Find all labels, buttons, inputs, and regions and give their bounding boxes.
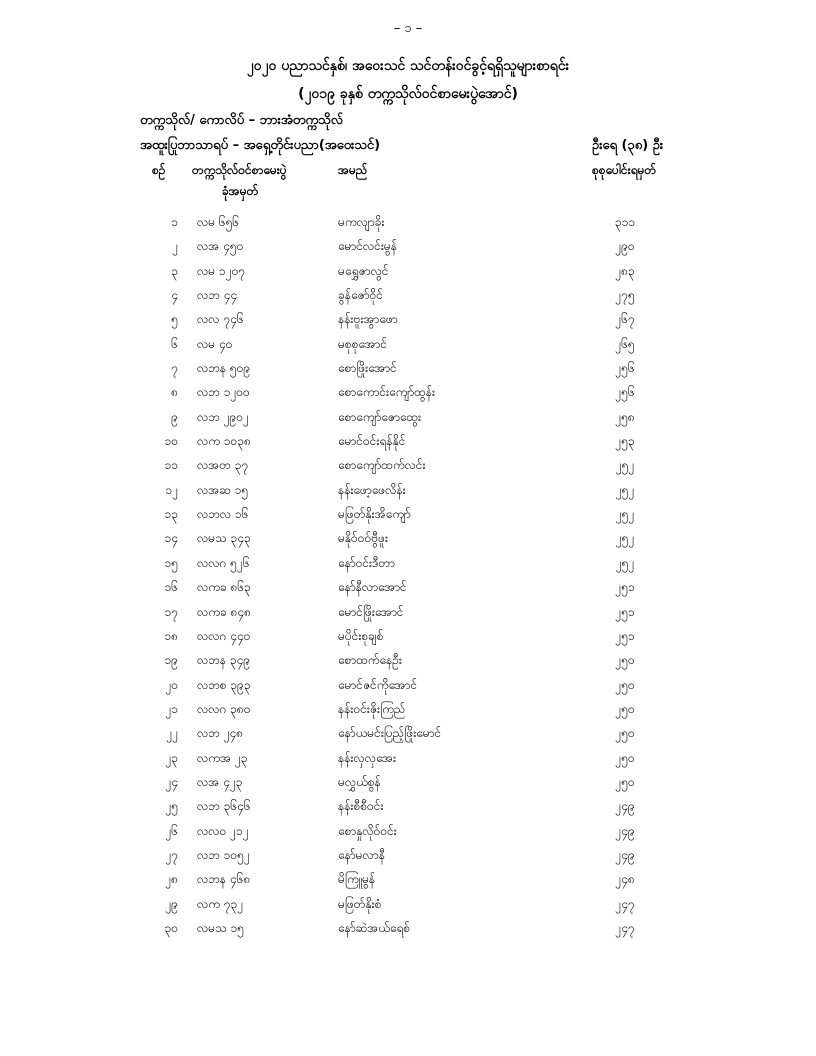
- serial-cell: ၁၁: [164, 458, 178, 473]
- total-marks-cell: ၂၉၀: [615, 239, 635, 254]
- serial-cell: ၉: [171, 409, 178, 424]
- total-marks-cell: ၂၅၂: [615, 507, 635, 522]
- table-row: [0, 673, 816, 697]
- name-cell: မကလျာခိုး: [338, 215, 385, 229]
- serial-cell: ၈: [171, 385, 178, 400]
- table-row: [0, 405, 816, 429]
- name-cell: မနိုဝ်ဝဝ်ဗွီဖူး: [338, 531, 389, 546]
- name-cell: မောင်ဝင်းရန်နိုင်: [338, 434, 406, 449]
- name-cell: စောကောင်းကျော်ထွန်း: [338, 385, 436, 400]
- table-row: [0, 502, 816, 526]
- table-row: [0, 819, 816, 843]
- name-cell: မောင်လင်းမွန်: [338, 239, 397, 254]
- serial-cell: ၄: [171, 288, 178, 303]
- roll-number-cell: လမ ၄၀: [197, 336, 233, 351]
- table-row: [0, 332, 816, 356]
- serial-cell: ၃၀: [164, 920, 178, 935]
- roll-number-cell: လက ၁၀၃၈: [197, 434, 251, 449]
- name-cell: နော်ဝင်းဒီတာ: [338, 555, 395, 570]
- name-cell: စောထက်နေဦး: [338, 653, 402, 668]
- total-marks-cell: ၂၈၃: [615, 263, 635, 278]
- serial-cell: ၆: [171, 336, 178, 351]
- name-cell: နော်နီလာအောင်: [338, 580, 407, 595]
- total-marks-cell: ၂၅၁: [615, 628, 635, 643]
- name-cell: မိကြူမွန်: [338, 872, 376, 887]
- serial-cell: ၂၇: [165, 847, 178, 862]
- name-cell: နန်းလှလှအေး: [338, 750, 397, 765]
- serial-cell: ၂၈: [165, 872, 178, 887]
- total-marks-cell: ၂၆၇: [615, 312, 635, 327]
- column-header-total-marks: စုစုပေါင်းရမှတ်: [592, 163, 657, 177]
- results-table: [0, 210, 816, 940]
- name-cell: စောဖြိုးအောင်: [338, 361, 397, 376]
- name-cell: မောင်ဖြိုးအောင်: [338, 604, 404, 619]
- name-cell: နော်ဆဲအယ်ရေစ်: [338, 920, 411, 935]
- total-marks-cell: ၂၅၃: [615, 434, 635, 449]
- roll-number-cell: လဘ ၂၉၀၂: [197, 409, 249, 424]
- roll-number-cell: လလဝ ၂၁၂: [197, 823, 249, 838]
- serial-cell: ၁၂: [165, 482, 178, 497]
- total-marks-cell: ၂၅၈: [615, 409, 635, 424]
- serial-cell: ၃: [171, 263, 178, 278]
- page-number: – ၁ –: [393, 21, 423, 36]
- table-row: [0, 478, 816, 502]
- table-row: [0, 234, 816, 258]
- roll-number-cell: လမသ ၃၄၃: [197, 531, 251, 546]
- name-cell: မပိုင်းစုချစ်: [338, 628, 384, 643]
- serial-cell: ၅: [171, 312, 178, 327]
- serial-cell: ၂၃: [165, 750, 178, 765]
- name-cell: မလွှယ်စွန်: [338, 774, 381, 789]
- university-line: တက္ကသိုလ်/ ကောလိပ် – ဘားအံတက္ကသိုလ်: [140, 113, 343, 128]
- serial-cell: ၇: [171, 361, 178, 376]
- table-row: [0, 259, 816, 283]
- table-row: [0, 210, 816, 234]
- total-marks-cell: ၂၅၂: [615, 458, 635, 473]
- student-count: ဦးရေ (၃၈) ဦး: [592, 138, 664, 153]
- total-marks-cell: ၂၅၁: [615, 580, 635, 595]
- total-marks-cell: ၂၅၆: [615, 361, 635, 376]
- roll-number-cell: လဘ ၁၀၅၂: [197, 847, 250, 862]
- total-marks-cell: ၂၄၉: [615, 799, 635, 814]
- total-marks-cell: ၂၄၈: [615, 872, 635, 887]
- table-row: [0, 867, 816, 891]
- table-row: [0, 721, 816, 745]
- total-marks-cell: ၂၆၅: [615, 336, 635, 351]
- name-cell: မရွှေဇာလွင်: [338, 263, 389, 278]
- total-marks-cell: ၂၅၂: [615, 482, 635, 497]
- roll-number-cell: လကခ ၈၆၃: [197, 580, 251, 595]
- table-row: [0, 575, 816, 599]
- table-row: [0, 453, 816, 477]
- total-marks-cell: ၂၄၉: [615, 823, 635, 838]
- roll-number-cell: လမသ ၁၅: [197, 920, 245, 935]
- roll-number-cell: လလဂ ၃၈၀: [197, 701, 251, 716]
- roll-number-cell: လမ ၁၂၀၇: [197, 263, 246, 278]
- total-marks-cell: ၂၅၀: [615, 750, 635, 765]
- serial-cell: ၁၇: [164, 604, 178, 619]
- document-title: ၂၀၂၀ ပညာသင်နှစ်၊ အဝေးသင် သင်တန်းဝင်ခွင့်ရရှိသူများစာရင်း: [246, 58, 570, 74]
- table-row: [0, 600, 816, 624]
- table-row: [0, 307, 816, 331]
- total-marks-cell: ၂၄၉: [615, 847, 635, 862]
- major-line: အထူးပြုဘာသာရပ် – အရှေ့တိုင်းပညာ(အဝေးသင်): [140, 138, 381, 153]
- table-row: [0, 916, 816, 940]
- name-cell: မဖြတ်နိုးအိကျော်: [338, 507, 411, 522]
- roll-number-cell: လဘ ၃၆၄၆: [197, 799, 251, 814]
- table-row: [0, 429, 816, 453]
- total-marks-cell: ၂၅၀: [615, 726, 635, 741]
- table-row: [0, 770, 816, 794]
- roll-number-cell: လဘ ၄၄: [197, 288, 238, 303]
- roll-number-cell: လဘ ၂၄၈: [197, 726, 244, 741]
- table-row: [0, 892, 816, 916]
- column-header-roll-number-line2: ခုံအမှတ်: [222, 184, 259, 198]
- roll-number-cell: လမ ၆၅၆: [197, 215, 240, 229]
- table-row: [0, 794, 816, 818]
- serial-cell: ၁၉: [164, 653, 178, 668]
- serial-cell: ၂၀: [165, 677, 178, 692]
- table-row: [0, 843, 816, 867]
- roll-number-cell: လဘလ ၁၆: [197, 507, 249, 522]
- name-cell: နန်းဗူးအွာဖော: [338, 312, 398, 327]
- serial-cell: ၂၉: [165, 896, 178, 911]
- roll-number-cell: လကခ ၈၄၈: [197, 604, 252, 619]
- serial-cell: ၁၅: [164, 555, 178, 570]
- name-cell: နန်းစီစီဝင်း: [338, 799, 384, 814]
- roll-number-cell: လလ ၇၄၆: [197, 312, 244, 327]
- serial-cell: ၂၅: [165, 799, 178, 814]
- table-row: [0, 697, 816, 721]
- table-row: [0, 746, 816, 770]
- roll-number-cell: လဘန ၅၀၉: [197, 361, 251, 376]
- roll-number-cell: လဘ ၁၂၀၀: [197, 385, 250, 400]
- roll-number-cell: လအ ၄၂၃: [197, 774, 243, 789]
- name-cell: မောင်ဇင်ကိုအောင်: [338, 677, 418, 692]
- roll-number-cell: လလဂ ၄၄၀: [197, 628, 251, 643]
- total-marks-cell: ၂၅၁: [615, 604, 635, 619]
- column-header-serial: စဉ်: [152, 163, 166, 177]
- name-cell: စောကျော်ဇောထွေး: [338, 409, 422, 424]
- roll-number-cell: လအတ ၃၇: [197, 458, 249, 473]
- name-cell: မဖြတ်နိုးစံ: [338, 896, 382, 911]
- roll-number-cell: လဘန ၄၆၈: [197, 872, 251, 887]
- name-cell: နန်းဝင်းဇိုးကြည်: [338, 701, 406, 716]
- table-row: [0, 551, 816, 575]
- table-row: [0, 648, 816, 672]
- name-cell: ခွန်ဇော်ဝိုင်: [338, 288, 383, 303]
- roll-number-cell: လအ ၄၅၀: [197, 239, 244, 254]
- serial-cell: ၁၃: [164, 507, 178, 522]
- serial-cell: ၁၀: [164, 434, 178, 449]
- serial-cell: ၁: [171, 215, 178, 229]
- name-cell: နော်မလာနီ: [338, 847, 385, 862]
- serial-cell: ၂၁: [165, 701, 178, 716]
- total-marks-cell: ၃၁၁: [614, 215, 636, 229]
- roll-number-cell: လကအ ၂၃: [197, 750, 248, 765]
- document-subtitle: (၂၀၁၉ ခုနှစ် တက္ကသိုလ်ဝင်စာမေးပွဲအောင်): [298, 86, 518, 102]
- total-marks-cell: ၂၅၀: [615, 653, 635, 668]
- serial-cell: ၂၆: [165, 823, 178, 838]
- name-cell: မစုစုအောင်: [338, 336, 388, 351]
- total-marks-cell: ၂၅၆: [615, 385, 635, 400]
- total-marks-cell: ၂၅၂: [615, 531, 635, 546]
- table-row: [0, 356, 816, 380]
- total-marks-cell: ၂၅၂: [615, 555, 635, 570]
- roll-number-cell: လဘန ၃၄၉: [197, 653, 251, 668]
- total-marks-cell: ၂၄၇: [615, 920, 635, 935]
- roll-number-cell: လလဂ ၅၂၆: [197, 555, 250, 570]
- serial-cell: ၁၄: [164, 531, 178, 546]
- name-cell: နန်းဖော့ဖေလိန်း: [338, 482, 406, 497]
- table-row: [0, 624, 816, 648]
- roll-number-cell: လအဆ ၁၅: [197, 482, 249, 497]
- serial-cell: ၂: [172, 239, 178, 254]
- total-marks-cell: ၂၄၇: [615, 896, 635, 911]
- column-header-name: အမည်: [338, 163, 368, 177]
- serial-cell: ၂၂: [166, 726, 178, 741]
- serial-cell: ၁၆: [164, 580, 178, 595]
- total-marks-cell: ၂၅၀: [615, 701, 635, 716]
- name-cell: နော်ယမင်းပြည့်ဖြိုးမောင်: [338, 726, 442, 741]
- total-marks-cell: ၂၅၀: [615, 677, 635, 692]
- roll-number-cell: လက ၇၃၂: [197, 896, 244, 911]
- column-header-roll-number: တက္ကသိုလ်ဝင်စာမေးပွဲ: [192, 163, 287, 177]
- table-row: [0, 526, 816, 550]
- name-cell: စောနှုလိုဝ်ဝင်း: [338, 823, 397, 838]
- serial-cell: ၂၄: [165, 774, 178, 789]
- total-marks-cell: ၂၇၅: [615, 288, 635, 303]
- name-cell: စောကျော်ထက်လင်း: [338, 458, 426, 473]
- table-row: [0, 283, 816, 307]
- roll-number-cell: လဘစ ၃၉၃: [197, 677, 251, 692]
- total-marks-cell: ၂၅၀: [615, 774, 635, 789]
- table-row: [0, 380, 816, 404]
- serial-cell: ၁၈: [164, 628, 178, 643]
